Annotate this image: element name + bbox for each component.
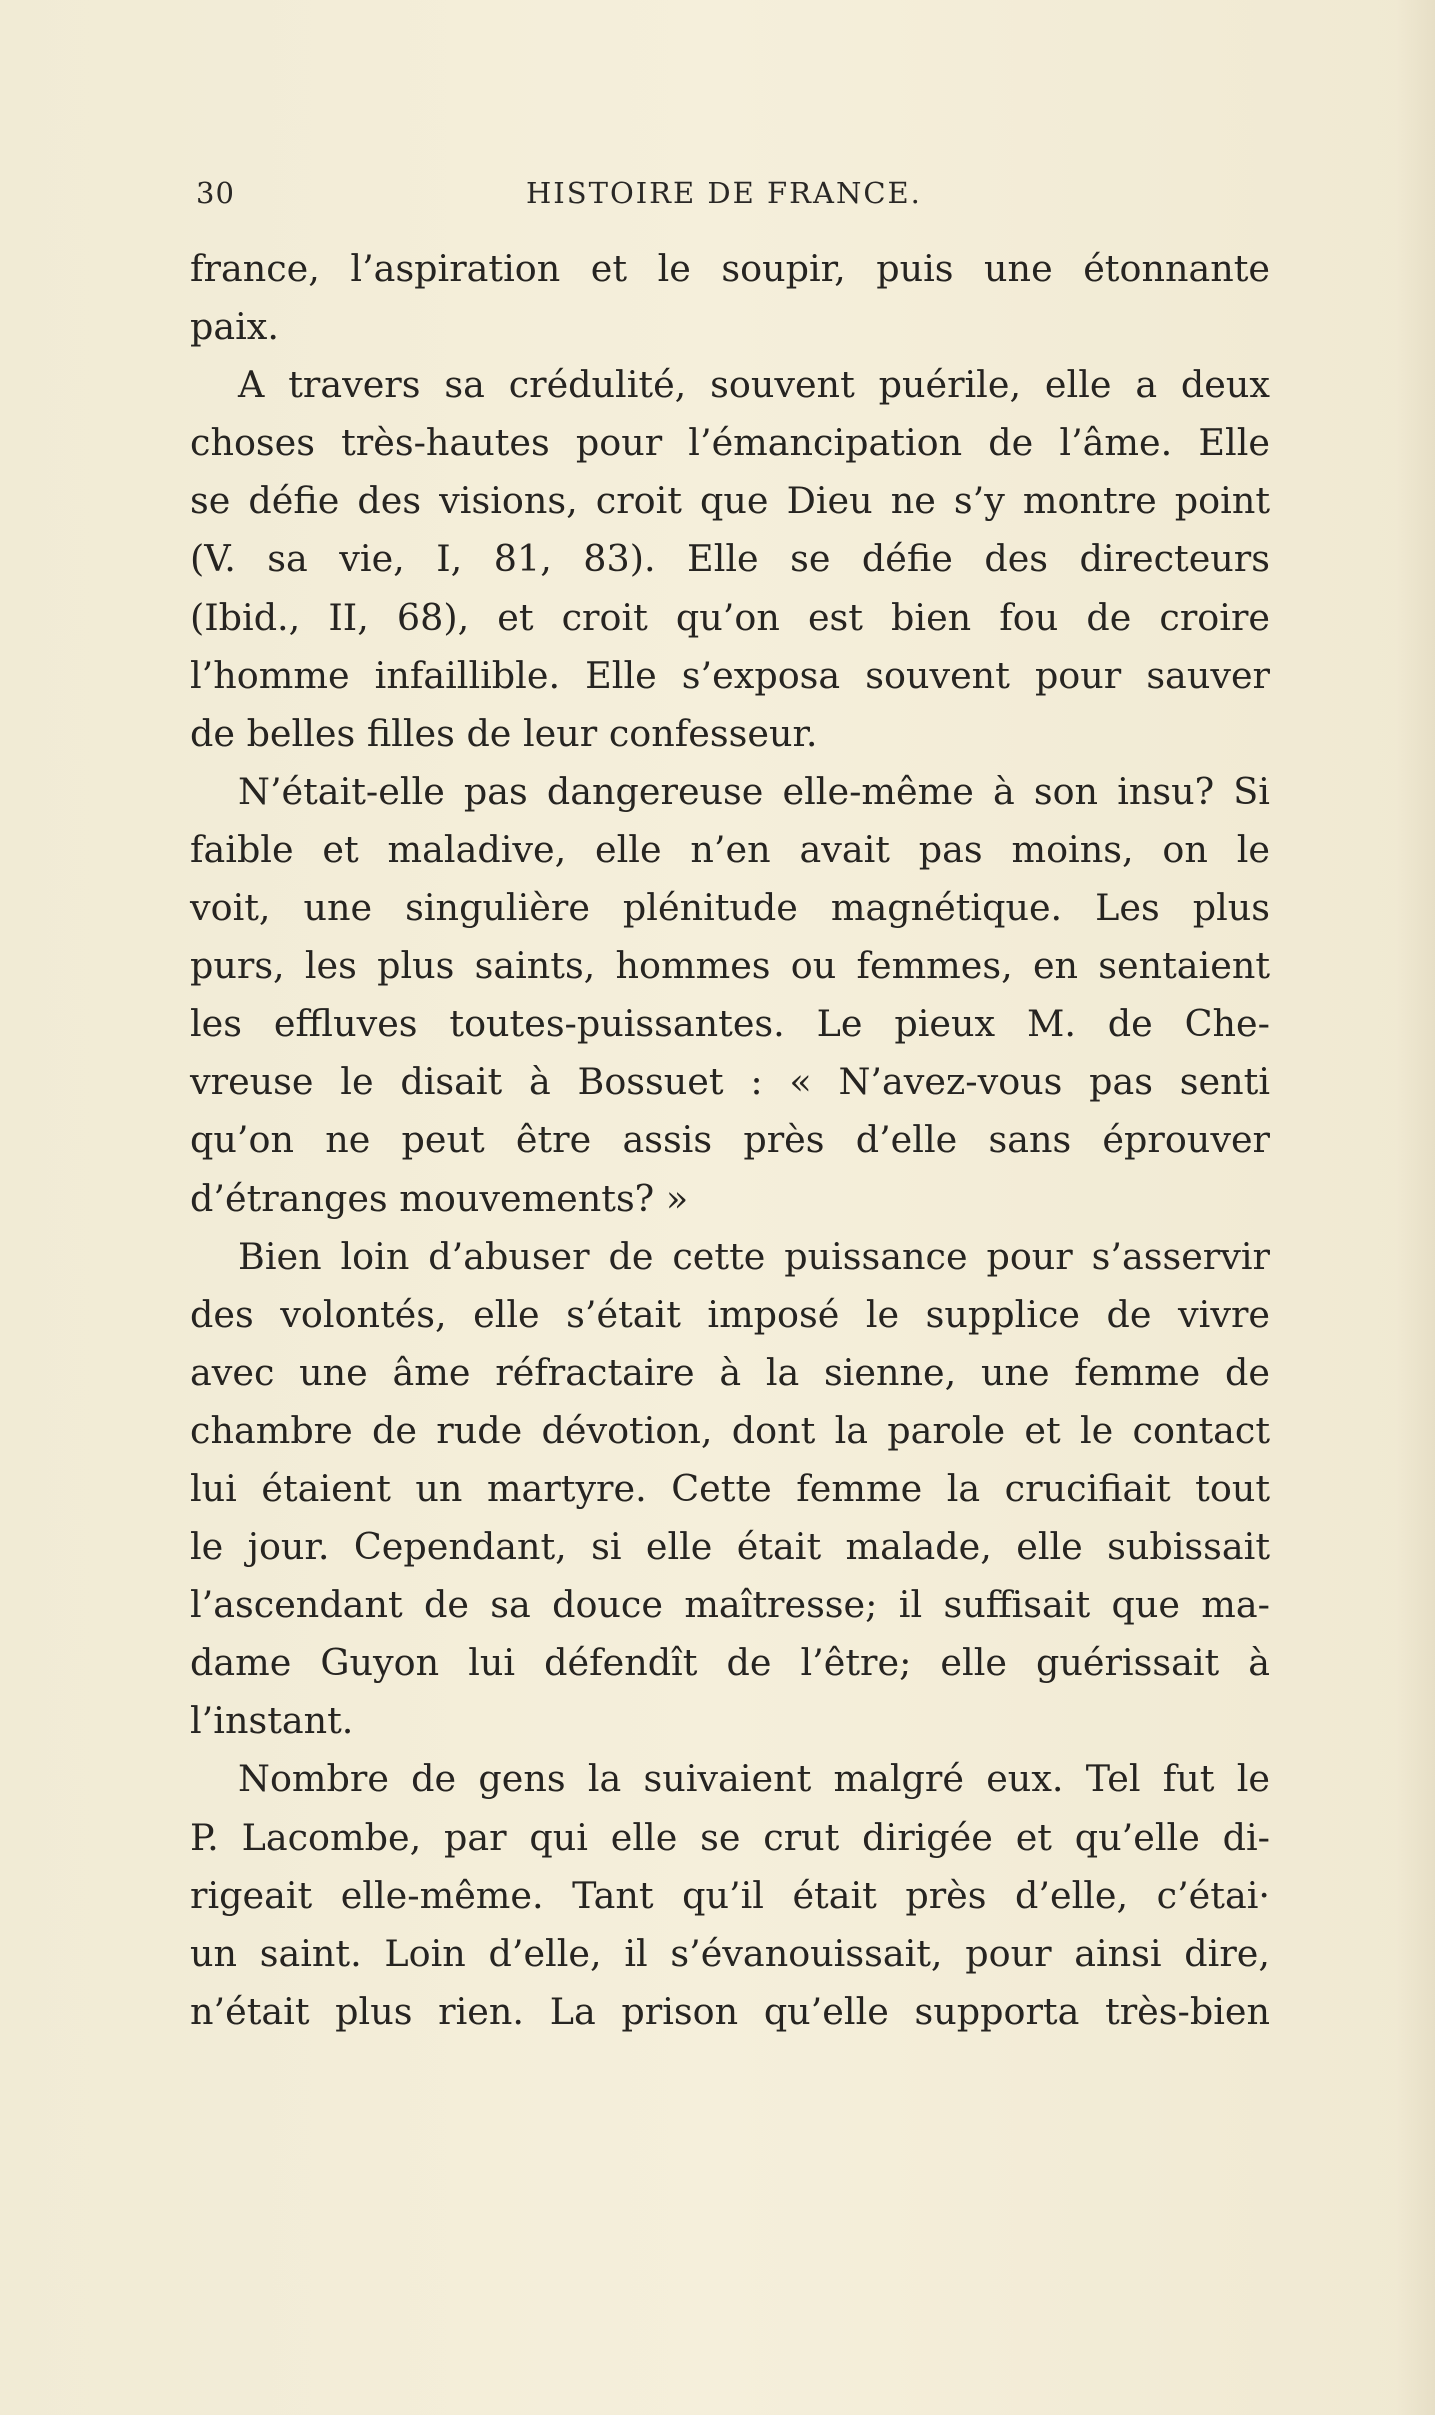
text-line: vreuse le disait à Bossuet : « N’avez-vous pas senti — [190, 1060, 1270, 1104]
running-title: HISTOIRE DE FRANCE. — [526, 176, 922, 210]
text-line: france, l’aspiration et le soupir, puis une étonnante — [190, 247, 1270, 290]
text-line: faible et maladive, elle n’en avait pas moins, on le — [190, 827, 1270, 871]
text-line: se défie des visions, croit que Dieu ne s’y montre point — [190, 479, 1270, 523]
text-line: A travers sa crédulité, souvent puérile, elle a deux — [238, 363, 1270, 407]
page-number: 30 — [196, 176, 235, 210]
text-line: l’instant. — [190, 1699, 354, 1743]
text-line: les effluves toutes-puissantes. Le pieux M. de Che- — [190, 1002, 1270, 1046]
text-line: le jour. Cependant, si elle était malade, elle subissait — [190, 1525, 1270, 1569]
text-line: Bien loin d’abuser de cette puissance pour s’asservir — [238, 1234, 1270, 1278]
text-line: purs, les plus saints, hommes ou femmes, en sentaient — [190, 944, 1270, 988]
text-line: l’homme infaillible. Elle s’exposa souvent pour sauver — [190, 653, 1270, 697]
text-line: dame Guyon lui défendît de l’être; elle guérissait à — [190, 1641, 1270, 1685]
text-line: de belles filles de leur confesseur. — [190, 711, 818, 755]
body-text — [190, 240, 1270, 2041]
text-line: voit, une singulière plénitude magnétique. Les plus — [190, 886, 1270, 930]
text-line: rigeait elle-même. Tant qu’il était près d’elle, c’étai· — [190, 1873, 1270, 1917]
text-line: n’était plus rien. La prison qu’elle supporta très-bien — [190, 1989, 1270, 2033]
text-line: (Ibid., II, 68), et croit qu’on est bien fou de croire — [190, 595, 1270, 639]
text-line: des volontés, elle s’était imposé le supplice de vivre — [190, 1292, 1270, 1336]
page-edge-shadow — [1395, 0, 1435, 2415]
text-line: un saint. Loin d’elle, il s’évanouissait, pour ainsi dire, — [190, 1931, 1270, 1975]
text-line: chambre de rude dévotion, dont la parole et le contact — [190, 1408, 1270, 1452]
text-line: P. Lacombe, par qui elle se crut dirigée et qu’elle di- — [190, 1815, 1270, 1859]
text-line: d’étranges mouvements? » — [190, 1176, 689, 1220]
running-header — [196, 176, 1271, 224]
text-line: avec une âme réfractaire à la sienne, une femme de — [190, 1350, 1270, 1394]
text-line: paix. — [190, 305, 279, 349]
text-line: choses très-hautes pour l’émancipation de l’âme. Elle — [190, 421, 1270, 465]
text-line: N’était-elle pas dangereuse elle-même à son insu? Si — [238, 769, 1270, 813]
text-line: Nombre de gens la suivaient malgré eux. Tel fut le — [238, 1757, 1270, 1801]
text-line: lui étaient un martyre. Cette femme la crucifiait tout — [190, 1466, 1270, 1510]
text-line: l’ascendant de sa douce maîtresse; il suffisait que ma- — [190, 1583, 1270, 1627]
text-line: qu’on ne peut être assis près d’elle sans éprouver — [190, 1118, 1270, 1162]
text-line: (V. sa vie, I, 81, 83). Elle se défie des directeurs — [190, 537, 1270, 581]
